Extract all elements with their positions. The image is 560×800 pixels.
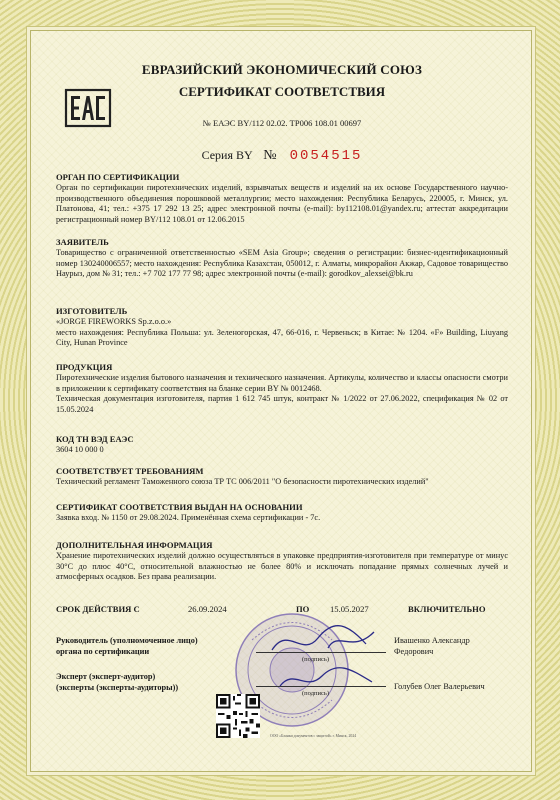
head-signatory-name: Ивашенко Александр Федорович	[394, 636, 470, 656]
validity-label: СРОК ДЕЙСТВИЯ С	[56, 604, 140, 614]
head-signature-icon	[268, 620, 378, 660]
section-text: «JORGE FIREWORKS Sp.z.o.o.» место нахождения: Республика Польша: ул. Зеленогорская, 47, 66-016, г. Червеньск; в Китае: № 1204. «F» Building, Liuyang City, Hunan Province	[56, 317, 508, 348]
section-text: Заявка вход. № 1150 от 29.08.2024. Применённая схема сертификации - 7с.	[56, 513, 321, 522]
section-products	[56, 362, 508, 415]
section-certification-body	[56, 172, 508, 225]
head-signature-line	[256, 652, 386, 653]
section-heading: ОРГАН ПО СЕРТИФИКАЦИИ	[56, 172, 180, 182]
registration-number: № ЕАЭС BY/112 02.02. ТР006 108.01 00697	[202, 118, 362, 128]
section-heading: ИЗГОТОВИТЕЛЬ	[56, 306, 128, 316]
section-heading: ПРОДУКЦИЯ	[56, 362, 113, 372]
section-manufacturer	[56, 306, 508, 349]
valid-to-label: ПО	[296, 604, 310, 614]
section-requirements	[56, 466, 508, 488]
section-text: Пиротехнические изделия бытового назначения и технического назначения. Артикулы, количество и классы опасности смотри в приложении к сертификату соответствия на бланке серии BY № 0012468. Техническая документация изготовителя, партия 1 612 745 штук, контракт № 1/2022 от 27.06.2022, спецификация № 02 от 15.05.2024	[56, 373, 508, 414]
section-heading: КОД ТН ВЭД ЕАЭС	[56, 434, 134, 444]
blank-footnote: ООО «Бланки документов с защитой» г. Минск, 2024	[270, 734, 357, 738]
section-heading: ДОПОЛНИТЕЛЬНАЯ ИНФОРМАЦИЯ	[56, 540, 213, 550]
section-text: Товарищество с ограниченной ответственностью «SEM Asia Group»; сведения о регистрации: бизнес-идентификационный номер 130240006557; место нахождения: Республика Казахстан, 050012, г. Алматы, микрорайон Акжар, Садовое товарищество Наурыз, дом № 31; тел.: +7 702 177 77 98; адрес электронной почты (e-mail): gorodkov_alexsei@bk.ru	[56, 248, 508, 279]
section-text: Орган по сертификации пиротехнических изделий, взрывчатых веществ и изделий на их основе Государственного научно-производственного объединения порошковой металлургии; место нахождения: Республика Беларусь, 220005, г. Минск, ул. Платонова, 41; тел.: +375 17 292 13 25; адрес электронной почты (e-mail): by112108.01@yandex.ru; аттестат аккредитации регистрационный номер BY/112 108.01 от 12.06.2015	[56, 183, 508, 224]
blank-number: 0054515	[289, 148, 363, 164]
number-sign: №	[263, 148, 277, 163]
head-signatory-label: Руководитель (уполномоченное лицо) органа по сертификации	[56, 636, 198, 656]
expert-signature-line	[256, 686, 386, 687]
section-heading: СЕРТИФИКАТ СООТВЕТСТВИЯ ВЫДАН НА ОСНОВАНИИ	[56, 502, 303, 512]
section-additional-info	[56, 540, 508, 583]
qr-code-icon	[216, 694, 260, 738]
certificate-title: СЕРТИФИКАТ СООТВЕТСТВИЯ	[178, 84, 386, 99]
section-text: Хранение пиротехнических изделий должно осуществляться в упаковке предприятия-изготовителя при температуре от минус 30°С до плюс 40°С, относительной влажностью не более 80% и исключать попадание прямых солнечных лучей и атмосферных осадков. Без права реализации.	[56, 551, 508, 582]
signature-hint: (подпись)	[302, 656, 329, 663]
section-heading: СООТВЕТСТВУЕТ ТРЕБОВАНИЯМ	[56, 466, 204, 476]
valid-from-date: 26.09.2024	[188, 604, 227, 614]
signature-hint: (подпись)	[302, 690, 329, 697]
section-text: Технический регламент Таможенного союза ТР ТС 006/2011 "О безопасности пиротехнических изделий"	[56, 477, 429, 486]
inclusive-label: ВКЛЮЧИТЕЛЬНО	[408, 604, 486, 614]
section-basis	[56, 502, 508, 524]
section-hs-code	[56, 434, 508, 456]
valid-to-date: 15.05.2027	[330, 604, 369, 614]
expert-signatory-label: Эксперт (эксперт-аудитор) (эксперты (эксперты-аудиторы))	[56, 672, 179, 692]
series-label: Серия BY	[201, 148, 253, 162]
union-heading: ЕВРАЗИЙСКИЙ ЭКОНОМИЧЕСКИЙ СОЮЗ	[141, 62, 423, 77]
series-number-row	[56, 148, 508, 164]
section-applicant	[56, 237, 508, 280]
section-text: 3604 10 000 0	[56, 445, 104, 454]
section-heading: ЗАЯВИТЕЛЬ	[56, 237, 109, 247]
expert-signatory-name: Голубев Олег Валерьевич	[394, 682, 485, 691]
